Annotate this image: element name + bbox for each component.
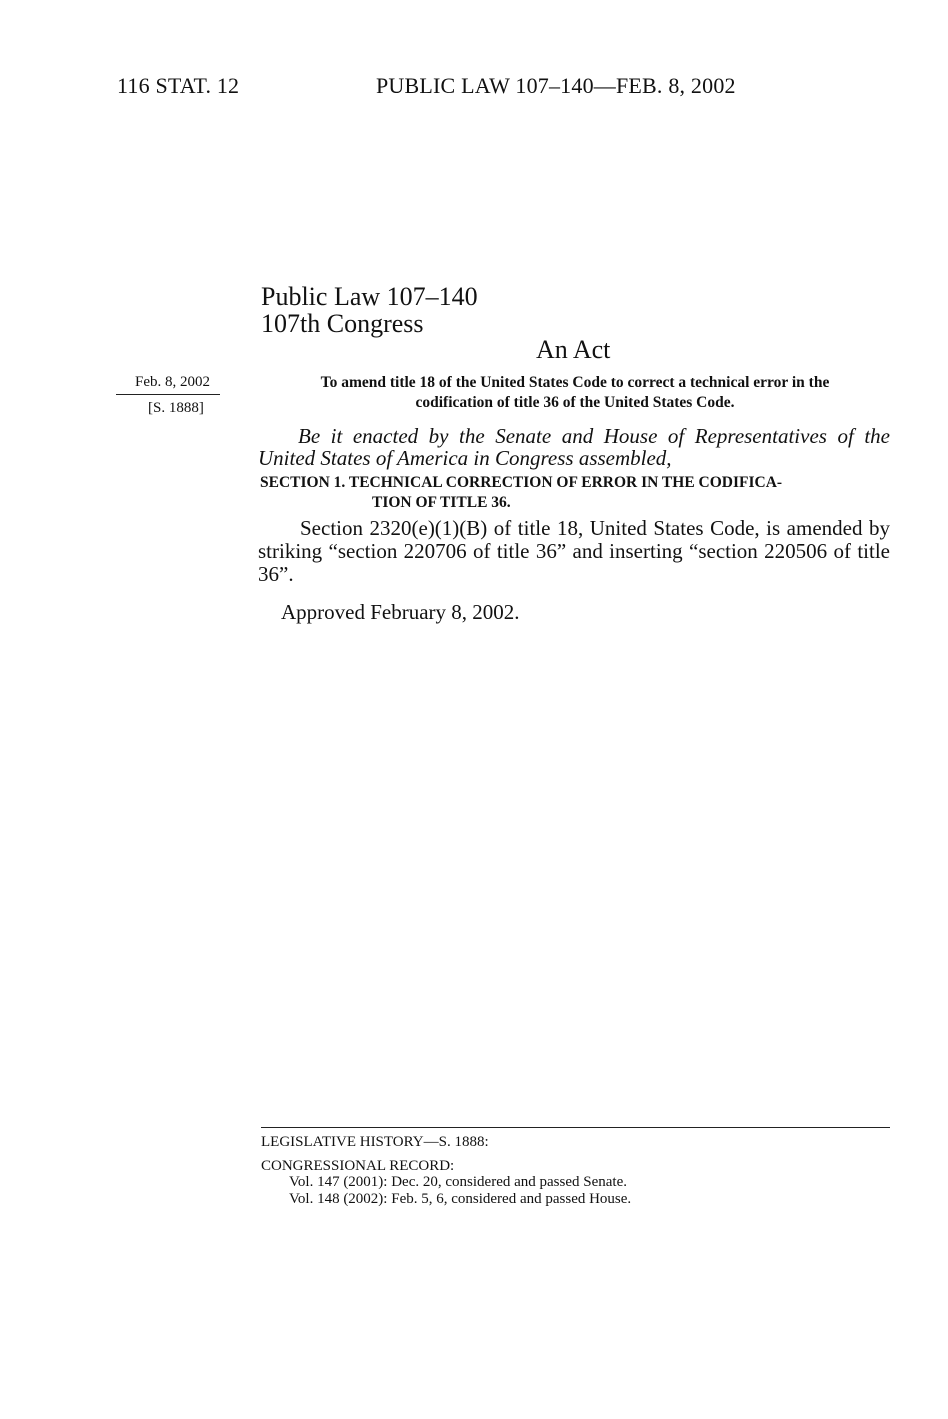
margin-rule xyxy=(116,394,220,395)
section-heading xyxy=(260,473,890,513)
history-entry: Vol. 147 (2001): Dec. 20, considered and passed Senate. xyxy=(289,1174,627,1190)
purpose-line-1: To amend title 18 of the United States Code to correct a technical error in the xyxy=(320,374,830,391)
act-label: An Act xyxy=(536,335,611,364)
act-purpose xyxy=(270,373,880,413)
history-entry: Vol. 148 (2002): Feb. 5, 6, considered and passed House. xyxy=(289,1191,632,1207)
congress-number: 107th Congress xyxy=(261,309,424,338)
margin-bill-number: [S. 1888] xyxy=(148,400,204,416)
section-heading-line-2: TION OF TITLE 36. xyxy=(372,494,511,511)
section-text: Section 2320(e)(1)(B) of title 18, United States Code, is amended by striking “section 220706 of title 36” and inserting “section 220506 of title 36”. xyxy=(258,516,890,586)
congressional-record-label: CONGRESSIONAL RECORD: xyxy=(261,1158,455,1174)
margin-date: Feb. 8, 2002 xyxy=(135,374,210,390)
legislative-history-heading: LEGISLATIVE HISTORY—S. 1888: xyxy=(261,1134,489,1150)
section-heading-line-1: SECTION 1. TECHNICAL CORRECTION OF ERROR IN THE CODIFICA- xyxy=(260,474,783,491)
legislative-history-rule xyxy=(261,1127,890,1128)
running-title: PUBLIC LAW 107–140—FEB. 8, 2002 xyxy=(376,73,736,98)
approval-date: Approved February 8, 2002. xyxy=(281,600,520,624)
enacting-clause: Be it enacted by the Senate and House of Representatives of the United States of America in Congress assembled, xyxy=(258,424,890,470)
public-law-number: Public Law 107–140 xyxy=(261,282,478,311)
purpose-line-2: codification of title 36 of the United States Code. xyxy=(415,394,735,411)
stat-page-reference: 116 STAT. 12 xyxy=(117,73,240,98)
